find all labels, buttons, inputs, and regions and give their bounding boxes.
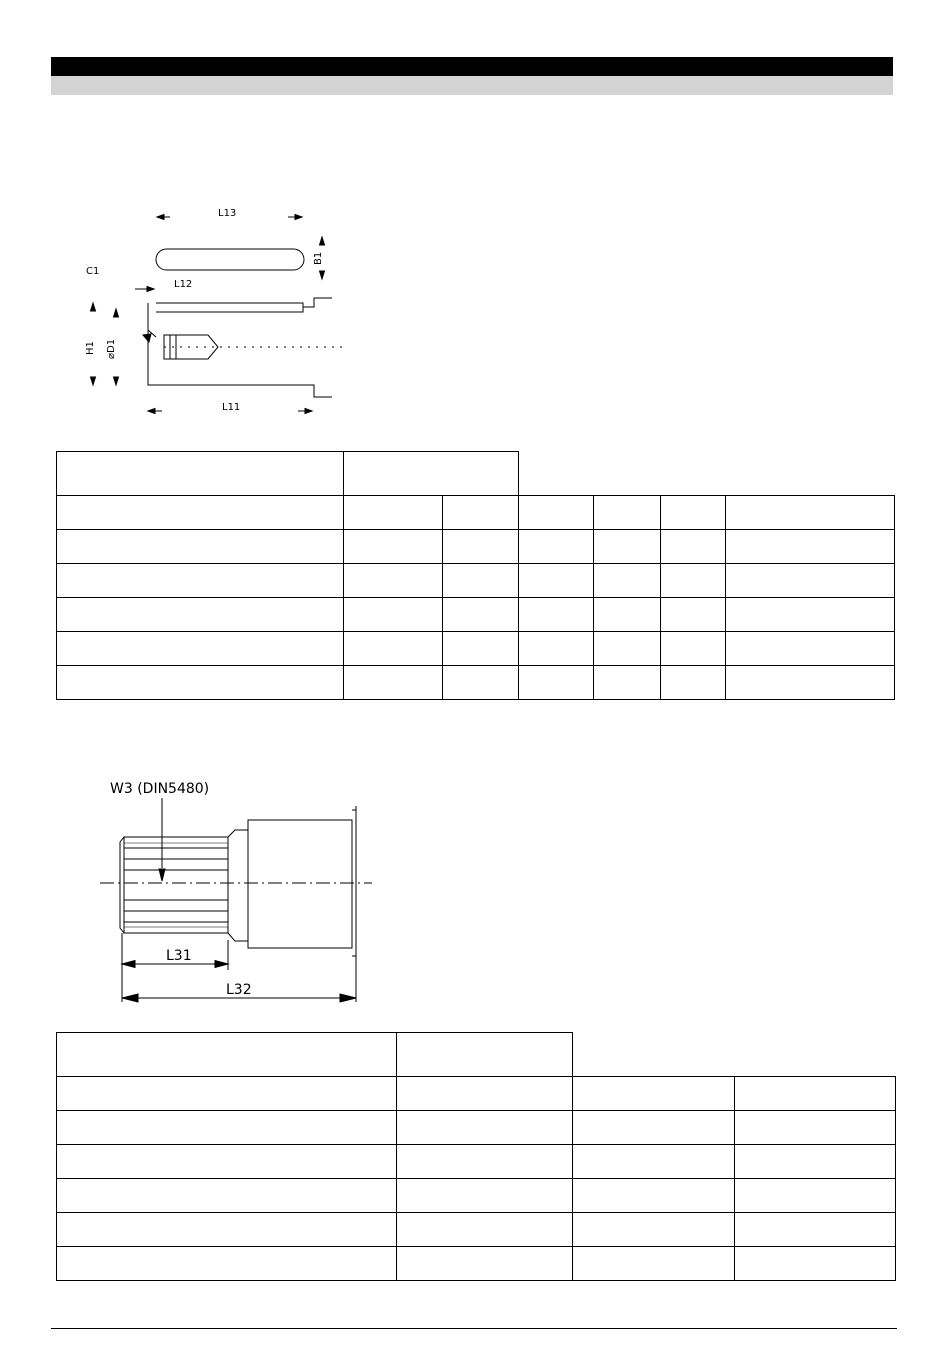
table-cell (735, 1111, 896, 1145)
table-cell (343, 530, 442, 564)
table-cell (594, 496, 660, 530)
table-cell (519, 598, 594, 632)
table-cell (442, 632, 518, 666)
header-bar (51, 57, 893, 76)
table-cell (519, 496, 594, 530)
label-b1: B1 (313, 251, 324, 265)
table-cell (57, 666, 344, 700)
table-cell (57, 1077, 397, 1111)
table-cell (442, 598, 518, 632)
table-cell (397, 1247, 573, 1281)
table-cell (594, 598, 660, 632)
table-cell (726, 496, 895, 530)
table-cell (442, 564, 518, 598)
table-cell (57, 1213, 397, 1247)
table-row (57, 1145, 896, 1179)
table-cell (735, 1179, 896, 1213)
table-cell (57, 1179, 397, 1213)
keyed-shaft-drawing (60, 195, 360, 425)
table-cell (594, 666, 660, 700)
label-h1: H1 (85, 341, 96, 355)
splined-shaft-drawing (90, 770, 390, 1010)
table-row (57, 1179, 896, 1213)
table-cell (343, 496, 442, 530)
subheader-bar (51, 76, 893, 95)
dimension-table-2 (56, 1032, 896, 1281)
table-cell (343, 666, 442, 700)
table-cell (573, 1179, 735, 1213)
table-cell (660, 598, 725, 632)
table-row (57, 564, 895, 598)
dimension-table-1 (56, 451, 895, 700)
table-cell (442, 666, 518, 700)
table-cell (573, 1145, 735, 1179)
table-cell (57, 1247, 397, 1281)
table-cell (57, 632, 344, 666)
table-cell (519, 564, 594, 598)
table-cell (57, 530, 344, 564)
table-cell (660, 496, 725, 530)
table-cell (726, 564, 895, 598)
table-row (57, 598, 895, 632)
table-cell (573, 1077, 735, 1111)
table-cell (442, 496, 518, 530)
table-row (57, 1111, 896, 1145)
table-cell (343, 598, 442, 632)
table-cell (57, 496, 344, 530)
table-cell (660, 530, 725, 564)
table-cell (660, 632, 725, 666)
table-cell (397, 1145, 573, 1179)
table-cell (57, 598, 344, 632)
table-cell (57, 1145, 397, 1179)
table-cell (726, 530, 895, 564)
table-cell (519, 632, 594, 666)
label-l12: L12 (174, 279, 193, 290)
table-cell (573, 1213, 735, 1247)
table-cell (660, 564, 725, 598)
table-cell (343, 452, 518, 496)
table-cell (57, 452, 344, 496)
table-cell (726, 632, 895, 666)
table-cell (519, 530, 594, 564)
table-cell (660, 666, 725, 700)
label-l13: L13 (218, 208, 237, 219)
table-row (57, 496, 895, 530)
table-cell (519, 666, 594, 700)
table-cell (594, 632, 660, 666)
label-l11: L11 (222, 402, 241, 413)
table-cell (735, 1213, 896, 1247)
table-cell (343, 564, 442, 598)
table-row (57, 1213, 896, 1247)
table-cell (726, 666, 895, 700)
label-c1: C1 (86, 266, 100, 277)
table-cell (594, 530, 660, 564)
label-w3: W3 (DIN5480) (110, 781, 210, 797)
table-row (57, 666, 895, 700)
table-cell (397, 1213, 573, 1247)
footer-rule (51, 1328, 897, 1329)
label-d1: ⌀D1 (106, 338, 117, 359)
table-cell (594, 564, 660, 598)
table-cell (57, 1033, 397, 1077)
table-row (57, 452, 895, 496)
table-cell (397, 1033, 573, 1077)
table-row (57, 632, 895, 666)
table-cell (57, 1111, 397, 1145)
table-cell (343, 632, 442, 666)
table-row (57, 1247, 896, 1281)
table-cell (735, 1247, 896, 1281)
label-l32: L32 (226, 982, 252, 998)
table-cell (397, 1111, 573, 1145)
table-cell (735, 1077, 896, 1111)
label-l31: L31 (166, 948, 192, 964)
table-row (57, 530, 895, 564)
table-cell (573, 1033, 896, 1077)
table-cell (397, 1179, 573, 1213)
table-row (57, 1077, 896, 1111)
table-cell (519, 452, 895, 496)
table-cell (397, 1077, 573, 1111)
table-row (57, 1033, 896, 1077)
table-cell (726, 598, 895, 632)
table-cell (57, 564, 344, 598)
table-cell (442, 530, 518, 564)
table-cell (573, 1247, 735, 1281)
table-cell (573, 1111, 735, 1145)
table-cell (735, 1145, 896, 1179)
